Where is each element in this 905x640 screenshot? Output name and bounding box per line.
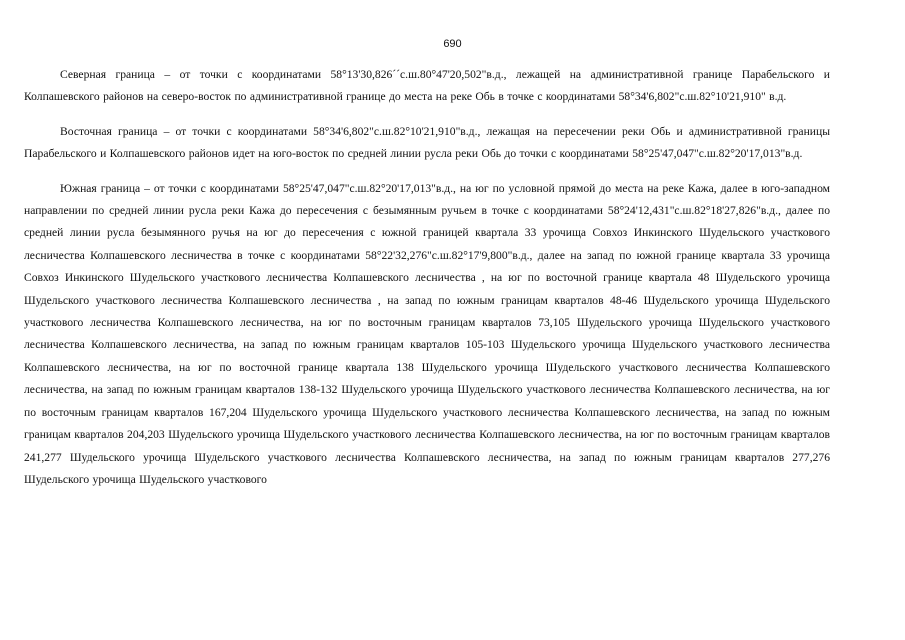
- paragraph-northern-border: Северная граница – от точки с координатами 58°13'30,826´´с.ш.80°47'20,502"в.д., лежащей на административной границе Парабельского и Колпашевского районов на северо-восток по административной границе до места на реке Обь в точке с координатами 58°34'6,802"с.ш.82°10'21,910" в.д.: [24, 68, 830, 104]
- paragraph-eastern-border: Восточная граница – от точки с координатами 58°34'6,802"с.ш.82°10'21,910"в.д., лежащая на пересечении реки Обь и административной границы Парабельского и Колпашевского районов идет на юго-восток по средней линии русла реки Обь до точки с координатами 58°25'47,047"с.ш.82°20'17,013"в.д.: [24, 124, 830, 161]
- page-number: 690: [443, 38, 462, 50]
- paragraph-southern-border: Южная граница – от точки с координатами 58°25'47,047"с.ш.82°20'17,013"в.д., на юг по условной прямой до места на реке Кажа, далее в юго-западном направлении по средней линии русла реки Кажа до пересечения с безымянным ручьем в точке с координатами 58°24'12,431"с.ш.82°18'27,826"в.д., далее по средней линии русла безымянного ручья на юг до пересечения с южной границей квартала 33 урочища Совхоз Инкинского Шудельского участкового лесничества Колпашевского лесничества в точке с координатами 58°22'32,276"с.ш.82°17'9,800"в.д., далее на запад по южной границе квартала 33 урочища Совхоз Инкинского Шудельского участкового лесничества Колпашевского лесничества , на юг по восточной границе квартала 48 Шудельского урочища Шудельского участкового лесничества Колпашевского лесничества , на запад по южным границам кварталов 48-46 Шудельского урочища Шудельского участкового лесничества Колпашевского лесничества, на юг по восточным границам кварталов 73,105 Шудельского урочища Шудельского участкового лесничества Колпашевского лесничества, на запад по южным границам кварталов 105-103 Шудельского урочища Шудельского участкового лесничества Колпашевского лесничества, на юг по восточной границе квартала 138 Шудельского урочища Шудельского участкового лесничества Колпашевского лесничества, на запад по южным границам кварталов 138-132 Шудельского урочища Шудельского участкового лесничества Колпашевского лесничества, на юг по восточным границам кварталов 167,204 Шудельского урочища Шудельского участкового лесничества Колпашевского лесничества, на запад по южным границам кварталов 204,203 Шудельского урочища Шудельского участкового лесничества Колпашевского лесничества, на юг по восточным границам кварталов 241,277 Шудельского урочища Шудельского участкового лесничества Колпашевского лесничества, на запад по южным границам кварталов 277,276 Шудельского урочища Шудельского участкового: [24, 181, 830, 486]
- document-body: [24, 64, 830, 491]
